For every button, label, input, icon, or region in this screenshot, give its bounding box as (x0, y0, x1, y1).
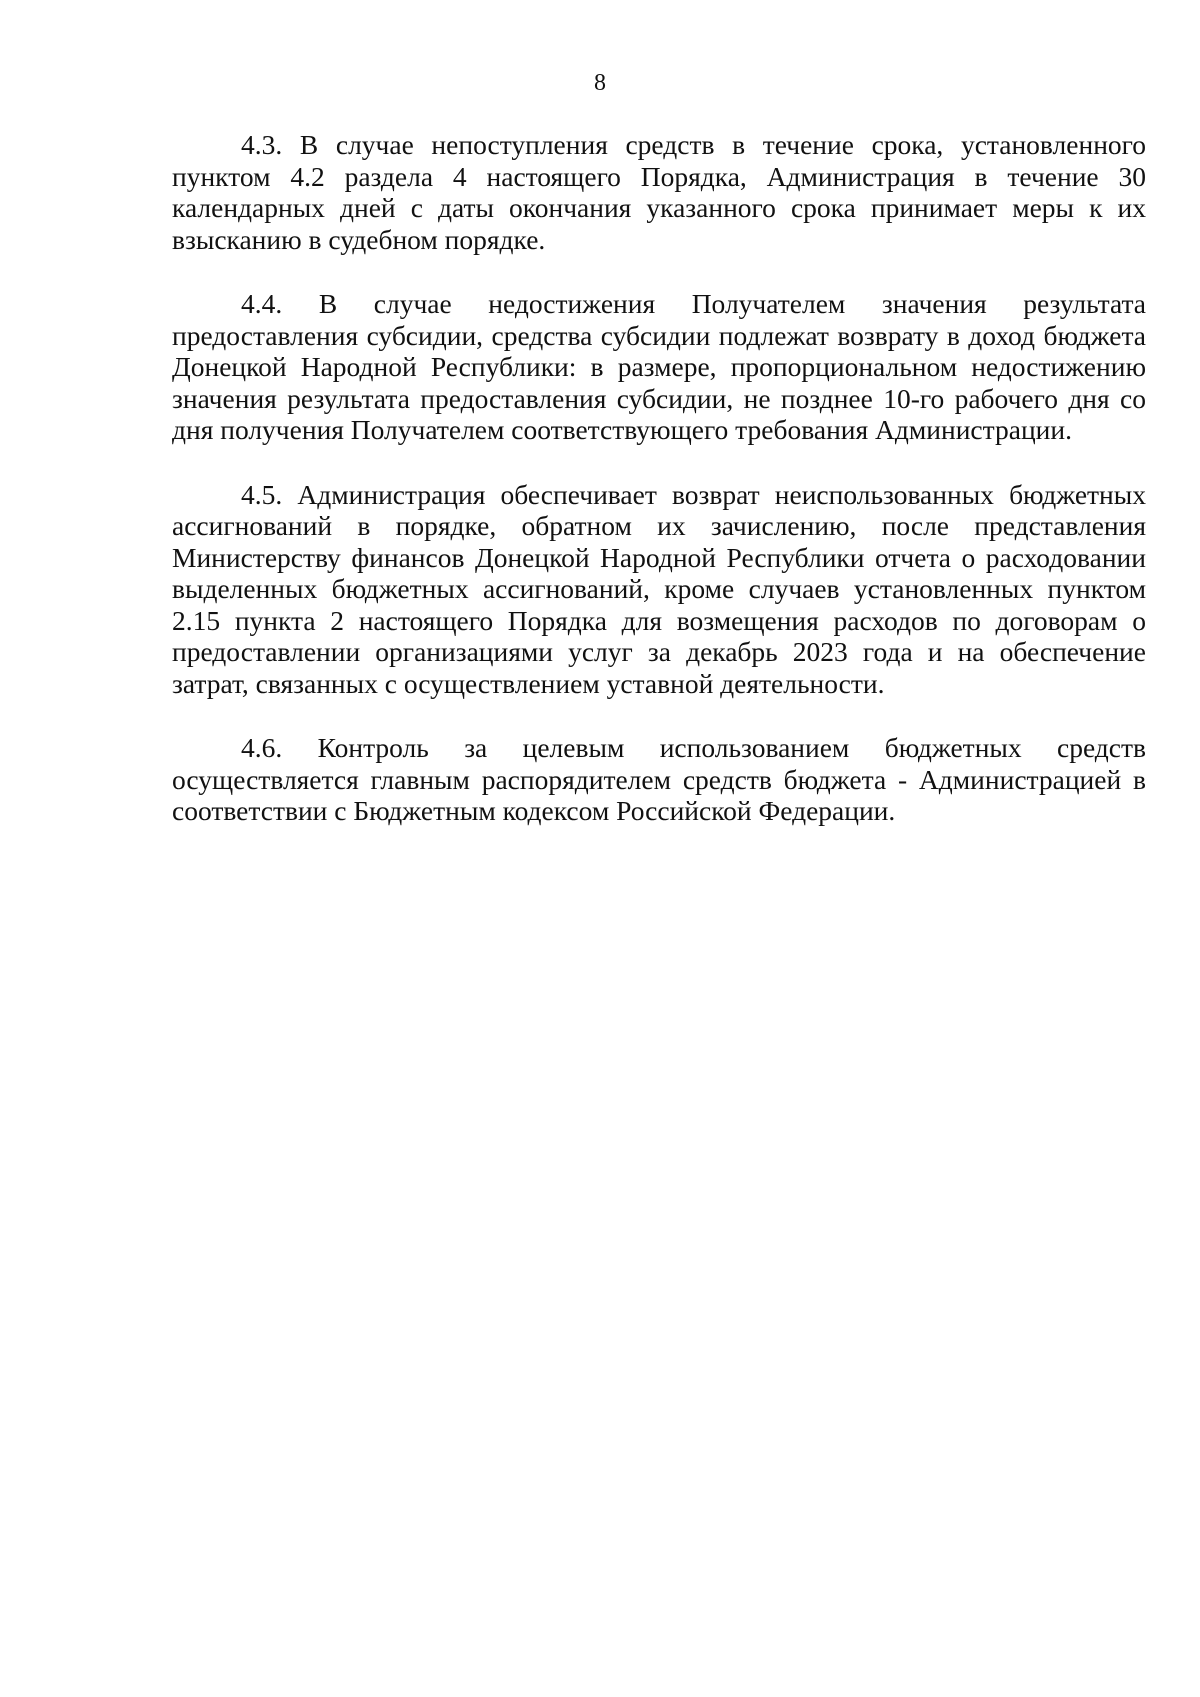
paragraph-text: В случае недостижения Получателем значения результата предоставления субсидии, средства субсидии подлежат возврату в доход бюджета Донецкой Народной Республики: в размере, пропорциональном недостижению значения результата предоставления субсидии, не позднее 10-го рабочего дня со дня получения Получателем соответствующего требования Администрации. (172, 288, 1147, 445)
paragraph-number: 4.6. (241, 732, 283, 763)
paragraph-text: Администрация обеспечивает возврат неиспользованных бюджетных ассигнований в порядке, обратном их зачислению, после представления Министерству финансов Донецкой Народной Республики отчета о расходовании выделенных бюджетных ассигнований, кроме случаев установленных пунктом 2.15 пункта 2 настоящего Порядка для возмещения расходов по договорам о предоставлении организациями услуг за декабрь 2023 года и на обеспечение затрат, связанных с осуществлением уставной деятельности. (172, 478, 1147, 699)
page-number: 8 (594, 70, 606, 96)
paragraph-number: 4.5. (241, 478, 283, 510)
paragraph-text: Контроль за целевым использованием бюджетных средств осуществляется главным распорядителем средств бюджета - Администрацией в соответствии с Бюджетным кодексом Российской Федерации. (172, 732, 1147, 826)
paragraph-text: В случае непоступления средств в течение срока, установленного пунктом 4.2 раздела 4 настоящего Порядка, Администрация в течение 30 календарных дней с даты окончания указанного срока принимает меры к их взысканию в судебном порядке. (172, 129, 1147, 255)
paragraph-4-3 (172, 129, 1146, 255)
paragraph-4-6 (172, 732, 1146, 827)
paragraph-number: 4.4. (241, 288, 283, 319)
document-body (172, 129, 1146, 860)
paragraph-number: 4.3. (241, 129, 283, 160)
paragraph-4-4 (172, 288, 1146, 446)
paragraph-4-5 (172, 479, 1146, 700)
